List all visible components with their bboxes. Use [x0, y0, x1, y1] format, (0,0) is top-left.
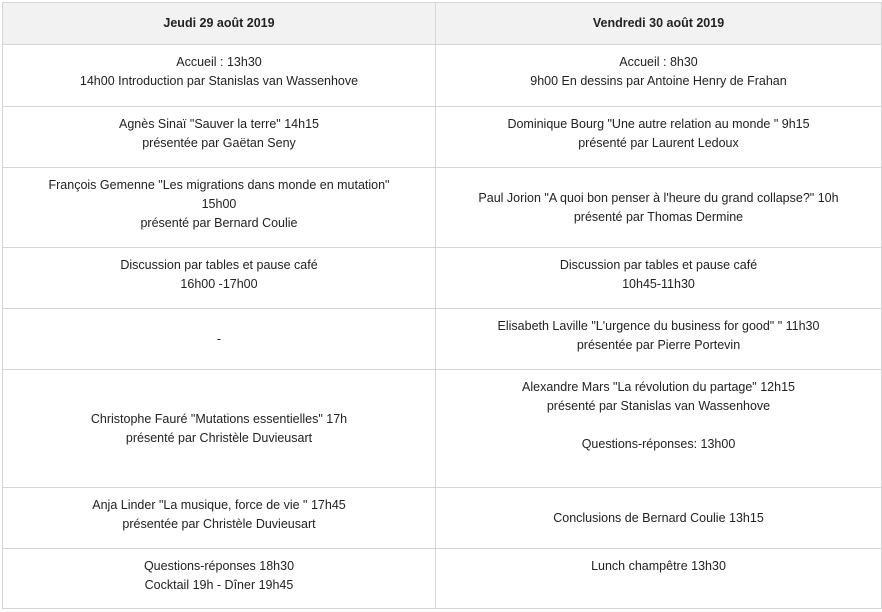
cell-line: présentée par Christèle Duvieusart — [122, 517, 316, 531]
cell-line: Accueil : 13h30 — [176, 55, 262, 69]
table-cell-friday — [436, 107, 882, 168]
table-cell-friday — [436, 488, 882, 549]
cell-line: Elisabeth Laville "L'urgence du business for good" " 11h30 — [497, 319, 820, 333]
table-row — [3, 248, 882, 309]
table-cell-friday — [436, 168, 882, 248]
table-cell-friday — [436, 45, 882, 107]
cell-line: 10h45-11h30 — [622, 277, 695, 291]
table-cell-thursday — [3, 488, 436, 549]
cell-line: Discussion par tables et pause café — [559, 258, 758, 272]
cell-line: Questions-réponses: 13h00 — [581, 437, 736, 451]
cell-line: Agnès Sinaï "Sauver la terre" 14h15 — [119, 117, 319, 131]
table-row — [3, 107, 882, 168]
cell-line: présentée par Pierre Portevin — [576, 338, 741, 352]
cell-line: Christophe Fauré "Mutations essentielles" 17h — [90, 411, 348, 426]
cell-line: présenté par Christèle Duvieusart — [125, 430, 313, 445]
header-row — [3, 3, 882, 45]
cell-line: présenté par Laurent Ledoux — [578, 136, 739, 150]
table-cell-thursday — [3, 45, 436, 107]
table-cell-friday — [436, 309, 882, 370]
table-cell-thursday — [3, 549, 436, 609]
cell-line: présentée par Gaëtan Seny — [142, 136, 296, 150]
table-row — [3, 309, 882, 370]
cell-line: Discussion par tables et pause café — [120, 258, 318, 272]
program-table — [2, 2, 882, 609]
cell-line — [442, 416, 875, 435]
table-cell-friday — [436, 370, 882, 488]
table-row — [3, 370, 882, 488]
cell-line: présenté par Thomas Dermine — [573, 209, 744, 224]
table-cell-friday — [436, 248, 882, 309]
day-header-friday: Vendredi 30 août 2019 — [436, 3, 882, 45]
table-cell-thursday — [3, 107, 436, 168]
cell-line: Cocktail 19h - Dîner 19h45 — [144, 578, 294, 592]
cell-line: 16h00 -17h00 — [180, 277, 258, 291]
cell-line: Dominique Bourg "Une autre relation au monde " 9h15 — [507, 117, 810, 131]
cell-line: 9h00 En dessins par Antoine Henry de Frahan — [530, 74, 787, 88]
table-row — [3, 45, 882, 107]
table-cell-friday — [436, 549, 882, 609]
cell-line: Questions-réponses 18h30 — [143, 559, 295, 573]
table-row — [3, 549, 882, 609]
cell-line: présenté par Stanislas van Wassenhove — [546, 399, 771, 413]
cell-line: 14h00 Introduction par Stanislas van Wassenhove — [79, 74, 359, 88]
table-cell-thursday — [3, 309, 436, 370]
day-header-thursday: Jeudi 29 août 2019 — [3, 3, 436, 45]
cell-line: François Gemenne "Les migrations dans monde en mutation" — [48, 178, 390, 192]
table-cell-thursday — [3, 248, 436, 309]
cell-line: Paul Jorion "A quoi bon penser à l'heure du grand collapse?" 10h — [478, 190, 839, 205]
cell-line: Anja Linder "La musique, force de vie " 17h45 — [92, 498, 346, 512]
table-cell-thursday — [3, 370, 436, 488]
table-row — [3, 168, 882, 248]
table-row — [3, 488, 882, 549]
cell-line: 15h00 — [201, 197, 237, 211]
cell-line: Lunch champêtre 13h30 — [591, 559, 726, 573]
cell-line: Alexandre Mars "La révolution du partage" 12h15 — [522, 380, 795, 394]
cell-line: Accueil : 8h30 — [619, 55, 698, 69]
cell-line: - — [216, 331, 222, 346]
table-cell-thursday — [3, 168, 436, 248]
cell-line: présenté par Bernard Coulie — [140, 216, 298, 230]
cell-line: Conclusions de Bernard Coulie 13h15 — [553, 510, 764, 525]
